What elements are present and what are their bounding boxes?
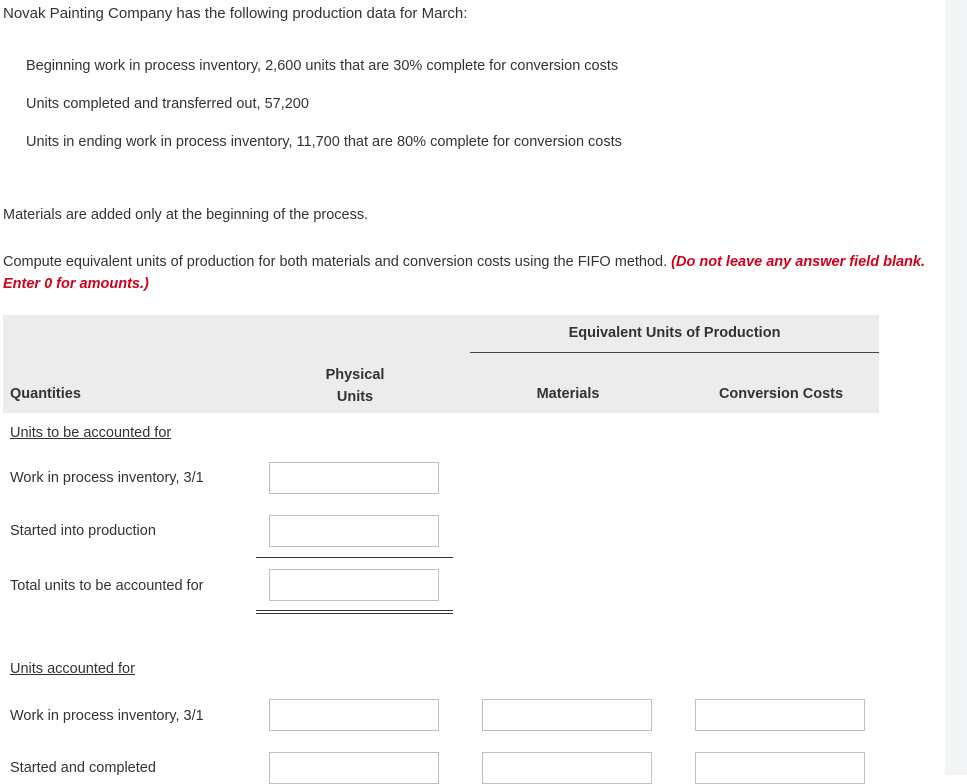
started-completed-physical-input[interactable]: [269, 752, 439, 784]
instruction-text: Compute equivalent units of production for both materials and conversion costs using the FIFO method.: [3, 254, 668, 270]
data-line-ending-wip: Units in ending work in process inventory, 11,700 that are 80% complete for conversion costs: [26, 134, 622, 150]
row-label-started-into-production: Started into production: [10, 523, 156, 539]
row-label-accounted-wip-begin: Work in process inventory, 3/1: [10, 708, 204, 724]
subtotal-rule: [256, 557, 453, 558]
row-label-total-units: Total units to be accounted for: [10, 578, 204, 594]
accounted-wip-conversion-input[interactable]: [695, 699, 865, 731]
section-units-accounted-for: Units accounted for: [10, 661, 135, 677]
col-header-physical-units: [300, 364, 410, 408]
equivalent-units-rule: [470, 352, 879, 353]
row-label-started-and-completed: Started and completed: [10, 760, 156, 776]
started-completed-materials-input[interactable]: [482, 752, 652, 784]
instruction-note: (Do not leave any answer field blank. Enter 0 for amounts.): [3, 254, 925, 292]
problem-intro: Novak Painting Company has the following production data for March:: [3, 5, 468, 22]
materials-note: Materials are added only at the beginning of the process.: [3, 207, 369, 223]
data-line-units-completed: Units completed and transferred out, 57,200: [26, 96, 309, 112]
data-line-beginning-wip: Beginning work in process inventory, 2,600 units that are 30% complete for conversion costs: [26, 58, 619, 74]
instruction-paragraph: [3, 251, 933, 295]
col-header-physical-line1: Physical: [325, 367, 385, 383]
section-units-to-be-accounted-for: Units to be accounted for: [10, 425, 172, 441]
started-completed-conversion-input[interactable]: [695, 752, 865, 784]
total-double-rule-top: [256, 610, 453, 611]
accounted-wip-materials-input[interactable]: [482, 699, 652, 731]
wip-begin-physical-input[interactable]: [269, 462, 439, 494]
right-scroll-gutter: [945, 0, 967, 775]
row-label-wip-begin: Work in process inventory, 3/1: [10, 470, 204, 486]
col-header-quantities: Quantities: [10, 386, 81, 402]
accounted-wip-physical-input[interactable]: [269, 699, 439, 731]
col-header-conversion-costs: Conversion Costs: [718, 386, 844, 402]
total-physical-input[interactable]: [269, 569, 439, 601]
total-double-rule-bottom: [256, 613, 453, 614]
col-header-physical-line2: Units: [336, 389, 374, 405]
equivalent-units-header: Equivalent Units of Production: [568, 325, 781, 341]
col-header-materials: Materials: [536, 386, 600, 402]
started-physical-input[interactable]: [269, 515, 439, 547]
